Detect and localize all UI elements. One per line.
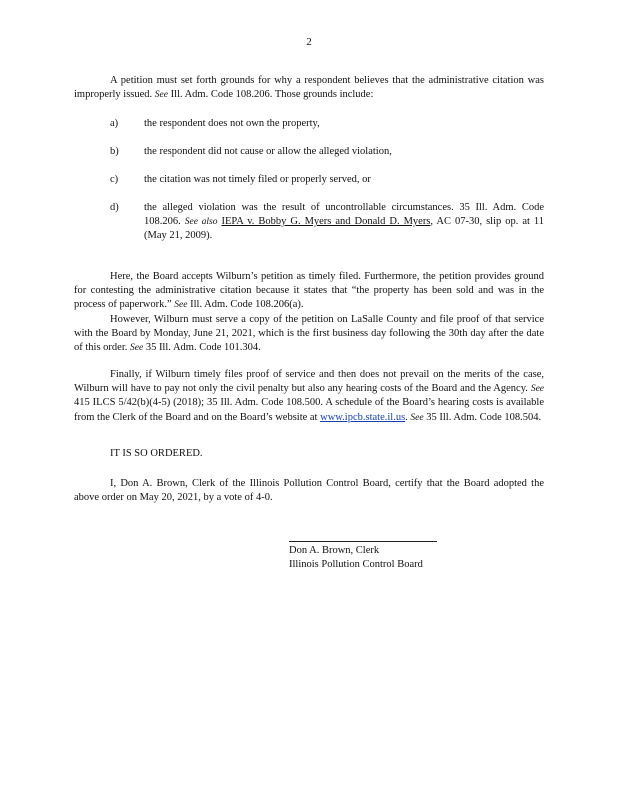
paragraph-petition-accepted [74,270,544,313]
ordered-text: IT IS SO ORDERED. [110,448,203,459]
see-signal: See [174,300,188,311]
list-item-label: b) [110,146,119,157]
certification-text: I, Don A. Brown, Clerk of the Illinois Pollution Control Board, certify that the Board adopted the above order on May 20, 2021, by a vote of 4-0. [74,478,544,504]
citation: 415 ILCS 5/42(b)(4-5) (2018); 35 Ill. Adm. Code 108.500. A schedule of the Board’s hearing costs is available from the Clerk of the Board and on the Board’s website at [74,397,544,423]
paragraph-text: However, Wilburn must serve a copy of the petition on LaSalle County and file proof of that service with the Board by Monday, June 21, 2021, which is the first business day following the 30th day after the date of this order. [74,314,544,354]
case-citation: , AC 07-30, slip op. at 11 (May 21, 2009). [144,216,544,242]
paragraph-ordered [74,447,544,461]
list-item-d-text: the alleged violation was the result of uncontrollable circumstances. 35 Ill. Adm. Code 108.206. [144,202,544,228]
paragraph-service-requirement [74,313,544,356]
paragraph-hearing-costs: Finally, if Wilburn timely files proof of service and then does not prevail on the merits of the case, Wilburn will have to pay not only the civil penalty but also any hearing costs of the Board and the Agency. See 415 ILCS 5/42(b)(4-5) (2018); 35 Ill. Adm. Code 108.500. A schedule of the Board’s hearing costs is available from the Clerk of the Board and on the Board’s website at www.ipcb.state.il.us. See 35 Ill. Adm. Code 108.504. [74,369,545,423]
citation: Ill. Adm. Code 108.206. Those grounds include: [170,89,374,101]
list-item-text: the respondent did not cause or allow the alleged violation, [144,146,392,157]
signature-name: Don A. Brown, Clerk [289,545,380,556]
citation: Ill. Adm. Code 108.206(a). [190,299,304,311]
paragraph-text: Here, the Board accepts Wilburn’s petition as timely filed. Furthermore, the petition provides ground for contesting the administrative citation because it states that “the property has been sold and was in the process of paperwork.” [74,271,544,311]
see-signal: See [154,90,168,101]
paragraph-certification [74,477,544,505]
see-signal: See [410,412,424,423]
see-signal: See [530,384,545,395]
page-number: 2 [306,36,312,48]
list-item-label: d) [110,202,119,213]
citation: 35 Ill. Adm. Code 108.504. [426,411,542,423]
board-website-link[interactable]: www.ipcb.state.il.us [320,411,406,423]
signature-organization: Illinois Pollution Control Board [289,559,423,570]
see-also-signal: See also [184,217,218,228]
list-item-text: the citation was not timely filed or properly served, or [144,174,371,185]
citation: 35 Ill. Adm. Code 101.304. [145,342,261,354]
paragraph-petition-grounds [74,74,544,102]
signature-line [289,541,437,542]
see-signal: See [130,343,144,354]
list-item-text: the respondent does not own the property, [144,118,320,129]
paragraph-text: A petition must set forth grounds for why a respondent believes that the administrative citation was improperly issued. [74,75,544,101]
list-item-label: c) [110,174,119,185]
case-name: IEPA v. Bobby G. Myers and Donald D. Myers [221,216,431,228]
list-item-label: a) [110,118,119,129]
list-item-text [144,201,544,244]
paragraph-text: Finally, if Wilburn timely files proof of service and then does not prevail on the merits of the case, Wilburn will have to pay not only the civil penalty but also any hearing costs of the Board and the Agency. [74,369,544,395]
